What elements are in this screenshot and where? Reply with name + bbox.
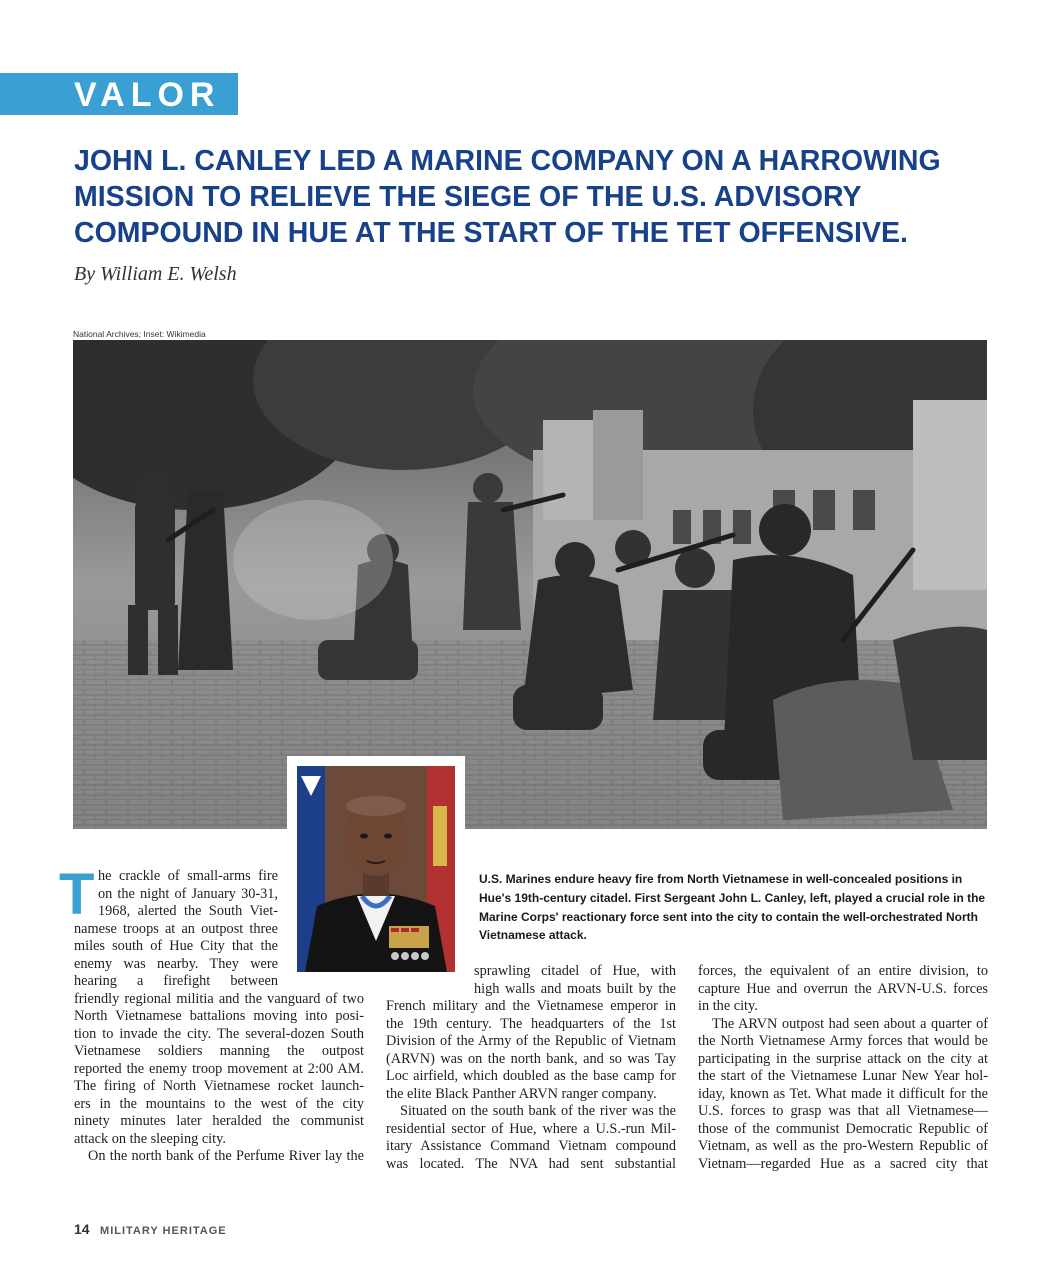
body-line: ers in the mountains to the west of the city <box>74 1095 364 1112</box>
body-line: he crackle of small-arms fire <box>98 868 278 884</box>
body-line: forces, the equivalent of an entire division, to <box>698 963 988 979</box>
body-line: namese troops at an outpost three <box>74 920 278 937</box>
marines-in-citadel-illustration <box>73 340 987 829</box>
photo-credit: National Archives; Inset: Wikimedia <box>73 329 206 339</box>
canley-portrait-illustration <box>297 766 455 972</box>
body-line: French military and the Vietnamese emperor in <box>386 998 676 1014</box>
body-line: the elite Black Panther ARVN ranger company. <box>386 1085 657 1102</box>
body-line: U.S. forces to grasp was that all Vietnamese— <box>698 1103 988 1119</box>
caption-line: Marine Corps' reactionary force sent into the city to contain the well-orchestrated North <box>479 909 978 924</box>
section-label: VALOR <box>74 76 221 114</box>
headline <box>74 143 1004 251</box>
body-line: was located. The NVA had sent substantial <box>386 1155 676 1172</box>
body-line: ninety minutes later heralded the communist <box>74 1113 364 1129</box>
body-line: residential sector of Hue, where a U.S.-run Mil- <box>386 1120 676 1137</box>
body-line: the start of the Vietnamese Lunar New Year hol- <box>698 1068 988 1084</box>
caption-line: Vietnamese attack. <box>479 928 587 943</box>
body-line: Situated on the south bank of the river was the <box>400 1103 676 1119</box>
inset-photo-frame <box>287 756 465 982</box>
body-line: the 19th century. The headquarters of the 1st <box>386 1015 676 1032</box>
magazine-name: MILITARY HERITAGE <box>100 1225 227 1237</box>
body-line: Vietnam, as well as the pro-Western Republic of <box>698 1138 988 1154</box>
body-line: high walls and moats built by the <box>474 980 676 997</box>
body-line: North Vietnamese battalions moving into posi- <box>74 1008 364 1024</box>
drop-cap: T <box>59 862 95 927</box>
body-line: Loc airfield, which doubled as the base camp for <box>386 1068 676 1084</box>
page-number: 14 <box>74 1221 90 1237</box>
body-line: On the north bank of the Perfume River lay the <box>88 1148 364 1164</box>
headline-line: JOHN L. CANLEY LED A MARINE COMPANY ON A HARROWING <box>74 145 941 177</box>
body-line: the North Vietnamese Army forces that would be <box>698 1033 988 1049</box>
body-line: hearing a firefight between <box>74 973 278 989</box>
caption-line: Hue's 19th-century citadel. First Sergeant John L. Canley, left, played a crucial role in the <box>479 890 986 905</box>
section-banner <box>0 73 238 115</box>
body-line: The ARVN outpost had seen about a quarter of <box>712 1015 988 1032</box>
body-line: attack on the sleeping city. <box>74 1130 226 1147</box>
body-line: Division of the Army of the Republic of Vietnam <box>386 1033 676 1049</box>
body-line: reported the enemy troop movement at 2:00 AM. <box>74 1060 364 1077</box>
headline-line: COMPOUND IN HUE AT THE START OF THE TET OFFENSIVE. <box>74 217 908 249</box>
body-line: on the night of January 30-31, <box>98 885 278 902</box>
caption-line: U.S. Marines endure heavy fire from North Vietnamese in well-concealed positions in <box>479 872 963 886</box>
body-line: friendly regional militia and the vanguard of two <box>74 990 364 1007</box>
body-line: enemy was nearby. They were <box>74 955 278 972</box>
body-line: those of the communist Democratic Republic of <box>698 1120 988 1137</box>
main-photo <box>73 340 987 829</box>
headline-line: MISSION TO RELIEVE THE SIEGE OF THE U.S. ADVISORY <box>74 181 862 213</box>
body-line: Vietnamese soldiers manning the outpost <box>74 1043 364 1059</box>
byline: By William E. Welsh <box>74 263 237 285</box>
body-line: miles south of Hue City that the <box>74 938 278 954</box>
body-line: itary Assistance Command Vietnam compound <box>386 1138 676 1154</box>
body-line: sprawling citadel of Hue, with <box>474 963 676 979</box>
photo-caption <box>479 870 989 945</box>
body-line: in the city. <box>698 998 758 1014</box>
page-footer <box>74 1221 227 1239</box>
body-line: iday, known as Tet. What made it difficult for the <box>698 1085 988 1102</box>
body-line: 1968, alerted the South Viet- <box>98 903 278 919</box>
body-line: (ARVN) was on the north bank, and so was Tay <box>386 1050 676 1067</box>
body-line: Vietnam—regarded Hue as a sacred city that <box>698 1155 988 1172</box>
body-line: The firing of North Vietnamese rocket launch- <box>74 1078 364 1094</box>
inset-portrait <box>297 766 455 972</box>
body-line: participating in the surprise attack on the city at <box>698 1050 988 1067</box>
body-line: tion to invade the city. The several-dozen South <box>74 1025 364 1042</box>
body-line: capture Hue and overrun the ARVN-U.S. forces <box>698 980 988 997</box>
